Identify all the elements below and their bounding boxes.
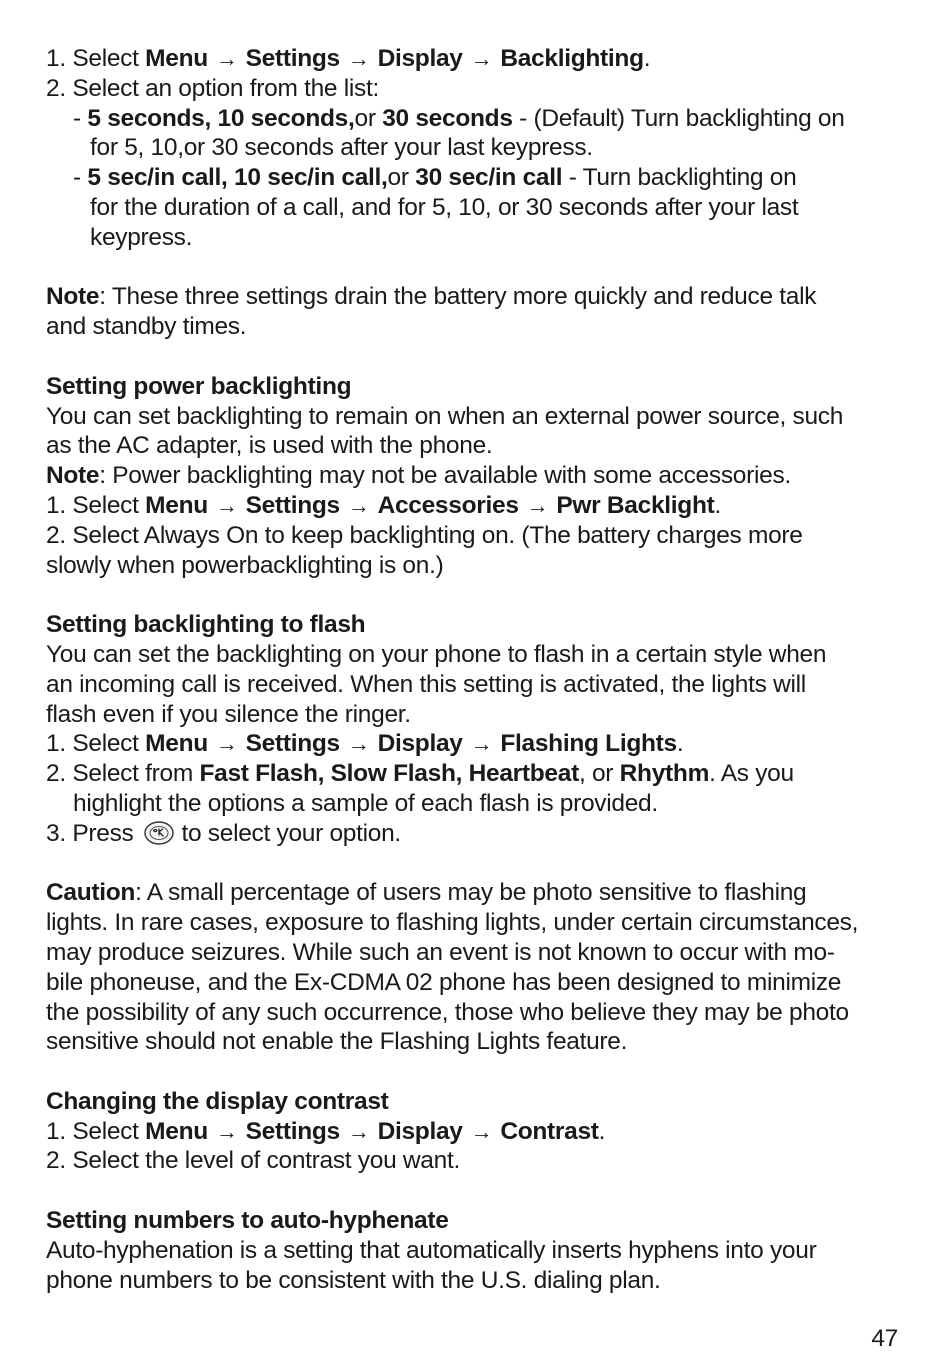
heading-text: Setting backlighting to flash [46,611,366,639]
contrast-term: Contrast [500,1117,599,1145]
display-term: Display [377,730,463,758]
note-text: : Power backlighting may not be available with some accessories. [99,462,791,490]
settings-term: Settings [245,730,340,758]
step-text: 1. Select [46,730,146,758]
step-text: 1. Select [46,45,146,72]
arrow-icon: → [215,46,238,71]
heading-text: Setting numbers to auto-hyphenate [46,1207,449,1235]
note-label: Note [46,283,100,311]
option-text: or [354,104,383,132]
step-text: 2. Select from [46,760,200,788]
note-line [46,461,916,491]
arrow-icon: → [470,731,493,757]
menu-term: Menu [145,45,208,72]
note-line: and standby times. [46,313,247,341]
arrow-icon: → [526,492,549,518]
option-bullet-continuation: for 5, 10,or 30 seconds after your last keypress. [90,134,593,162]
option-term: 30 sec/in call [415,164,563,192]
step-line [46,491,916,521]
step-text: 3. Press [46,819,134,847]
display-term: Display [377,45,463,72]
arrow-icon: → [347,731,370,757]
step-line: 2. Select an option from the list: [46,74,379,102]
step-text: to select your option. [181,819,401,847]
step-line: 2. Select the level of contrast you want. [46,1147,460,1175]
settings-term: Settings [245,45,340,72]
section-heading [46,610,916,640]
option-bullet [46,104,916,134]
rhythm-term: Rhythm [619,760,710,788]
accessories-term: Accessories [377,491,519,519]
bullet-dash: - [73,164,88,192]
caution-line: bile phoneuse, and the Ex-CDMA 02 phone has been designed to minimize [46,968,842,996]
page-number: 47 [871,1325,898,1352]
option-bullet-continuation: keypress. [90,223,193,251]
arrow-icon: → [347,492,370,518]
section-heading [46,372,916,402]
step-text: . As you [709,760,794,788]
flash-options-term: Fast Flash, Slow Flash, Heartbeat [199,760,579,788]
arrow-icon: → [215,1118,238,1144]
option-term: 30 seconds [382,104,513,132]
step-text: 1. Select [46,1117,146,1145]
arrow-icon: → [215,492,238,518]
paragraph-line: phone numbers to be consistent with the U.S. dialing plan. [46,1266,661,1294]
step-line [46,729,916,759]
note-line [46,282,916,312]
period: . [714,491,721,519]
backlighting-term: Backlighting [500,45,644,72]
settings-term: Settings [245,491,340,519]
paragraph-line: You can set backlighting to remain on when an external power source, such [46,402,844,430]
display-term: Display [377,1117,463,1145]
period: . [598,1117,606,1145]
manual-page [46,44,916,1295]
bullet-dash: - [73,104,88,132]
step-continuation: highlight the options a sample of each flash is provided. [73,789,658,817]
paragraph-line: an incoming call is received. When this setting is activated, the lights will [46,670,806,698]
step-line: 2. Select Always On to keep backlighting on. (The battery charges more [46,521,803,549]
caution-line: lights. In rare cases, exposure to flashing lights, under certain circumstances, [46,909,859,937]
section-heading [46,1087,916,1117]
step-line [46,44,916,74]
option-text: or [387,164,416,192]
note-text: : These three settings drain the battery more quickly and reduce talk [99,283,817,311]
paragraph-line: as the AC adapter, is used with the phone. [46,432,493,460]
paragraph-line: You can set the backlighting on your phone to flash in a certain style when [46,640,827,668]
menu-term: Menu [145,1117,208,1145]
step-line: slowly when powerbacklighting is on.) [46,551,444,579]
arrow-icon: → [347,46,370,71]
caution-line: the possibility of any such occurrence, those who believe they may be photo [46,998,849,1026]
option-bullet-continuation: for the duration of a call, and for 5, 10, or 30 seconds after your last [90,193,799,221]
arrow-icon: → [347,1118,370,1144]
period: . [643,45,651,72]
ok-key-icon [143,819,175,855]
menu-term: Menu [145,730,208,758]
caution-line [46,878,916,908]
step-line [46,759,916,789]
arrow-icon: → [470,46,493,71]
flashing-lights-term: Flashing Lights [500,730,677,758]
caution-line: sensitive should not enable the Flashing Lights feature. [46,1028,628,1056]
heading-text: Setting power backlighting [46,372,352,400]
caution-text: : A small percentage of users may be photo sensitive to flashing [135,879,807,907]
option-bullet [46,163,916,193]
arrow-icon: → [470,1118,493,1144]
settings-term: Settings [245,1117,340,1145]
step-line [46,1117,916,1147]
caution-label: Caution [46,879,136,907]
paragraph-line: flash even if you silence the ringer. [46,700,411,728]
option-term: 5 seconds, 10 seconds, [87,104,355,132]
pwr-backlight-term: Pwr Backlight [556,491,715,519]
step-text: 1. Select [46,491,146,519]
option-term: 5 sec/in call, 10 sec/in call, [87,164,388,192]
note-label: Note [46,462,100,490]
section-heading [46,1206,916,1236]
paragraph-line: Auto-hyphenation is a setting that automatically inserts hyphens into your [46,1236,817,1264]
menu-term: Menu [145,491,208,519]
caution-line: may produce seizures. While such an event is not known to occur with mo- [46,938,835,966]
option-text: - Turn backlighting on [562,164,797,192]
period: . [676,730,684,758]
step-text: , or [578,760,620,788]
option-text: - (Default) Turn backlighting on [512,104,845,132]
step-line [46,819,916,849]
arrow-icon: → [215,731,238,757]
heading-text: Changing the display contrast [46,1087,389,1115]
